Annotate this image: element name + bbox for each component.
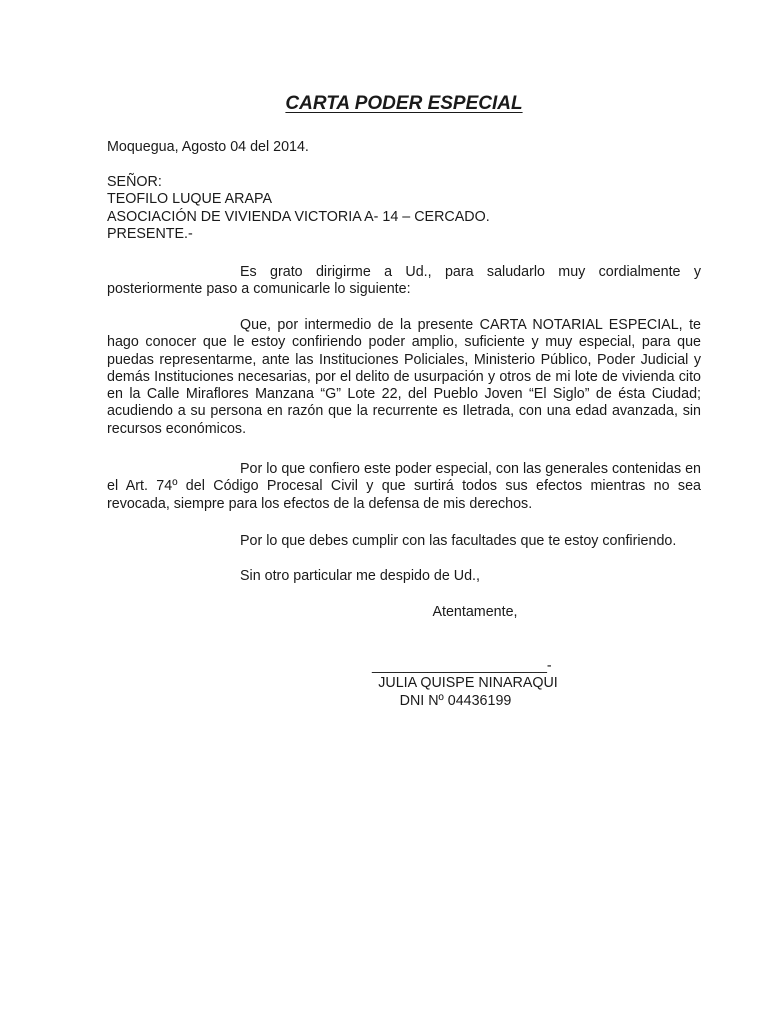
document-title: CARTA PODER ESPECIAL <box>285 93 523 114</box>
paragraph-farewell-text: Sin otro particular me despido de Ud., <box>240 568 480 584</box>
closing: Atentamente, <box>432 604 518 620</box>
recipient-address: ASOCIACIÓN DE VIVIENDA VICTORIA A- 14 – CERCADO. <box>107 208 490 225</box>
paragraph-farewell <box>107 568 701 585</box>
paragraph-obligation-text: Por lo que debes cumplir con las facultades que te estoy confiriendo. <box>240 533 677 549</box>
signature-line: ______________________- <box>372 658 552 674</box>
recipient-salutation: SEÑOR: <box>107 174 162 190</box>
paragraph-power-grant: Que, por intermedio de la presente CARTA NOTARIAL ESPECIAL, te hago conocer que le estoy confiriendo poder amplio, suficiente y muy especial, para que puedas representarme, ante las Instituciones Policiales, Ministerio Público, Poder Judicial y demás Instituciones necesarias, por el delito de usurpación y otros de mi lote de vivienda cito en la Calle Miraflores Manzana “G” Lote 22, del Pueblo Joven “El Siglo” de ésta Ciudad; acudiendo a su persona en razón que la recurrente es Iletrada, con una edad avanzada, sin recursos económicos. <box>107 317 701 437</box>
place-date <box>107 139 701 156</box>
signatory-name: JULIA QUISPE NINARAQUI <box>378 675 558 692</box>
recipient-block <box>107 174 701 243</box>
paragraph-obligation <box>107 533 701 550</box>
paragraph-greeting: Es grato dirigirme a Ud., para saludarlo muy cordialmente y posteriormente paso a comunicarle lo siguiente: <box>107 264 701 298</box>
signatory-dni: DNI Nº 04436199 <box>399 692 512 709</box>
place-date-text: Moquegua, Agosto 04 del 2014. <box>107 139 309 155</box>
signature-block <box>372 658 564 710</box>
paragraph-legal-basis: Por lo que confiero este poder especial, con las generales contenidas en el Art. 74º del Código Procesal Civil y que surtirá todos sus efectos mientras no sea revocada, siempre para los efectos de la defensa de mis derechos. <box>107 461 701 512</box>
recipient-presente: PRESENTE.- <box>107 225 193 242</box>
recipient-name: TEOFILO LUQUE ARAPA <box>107 191 272 208</box>
